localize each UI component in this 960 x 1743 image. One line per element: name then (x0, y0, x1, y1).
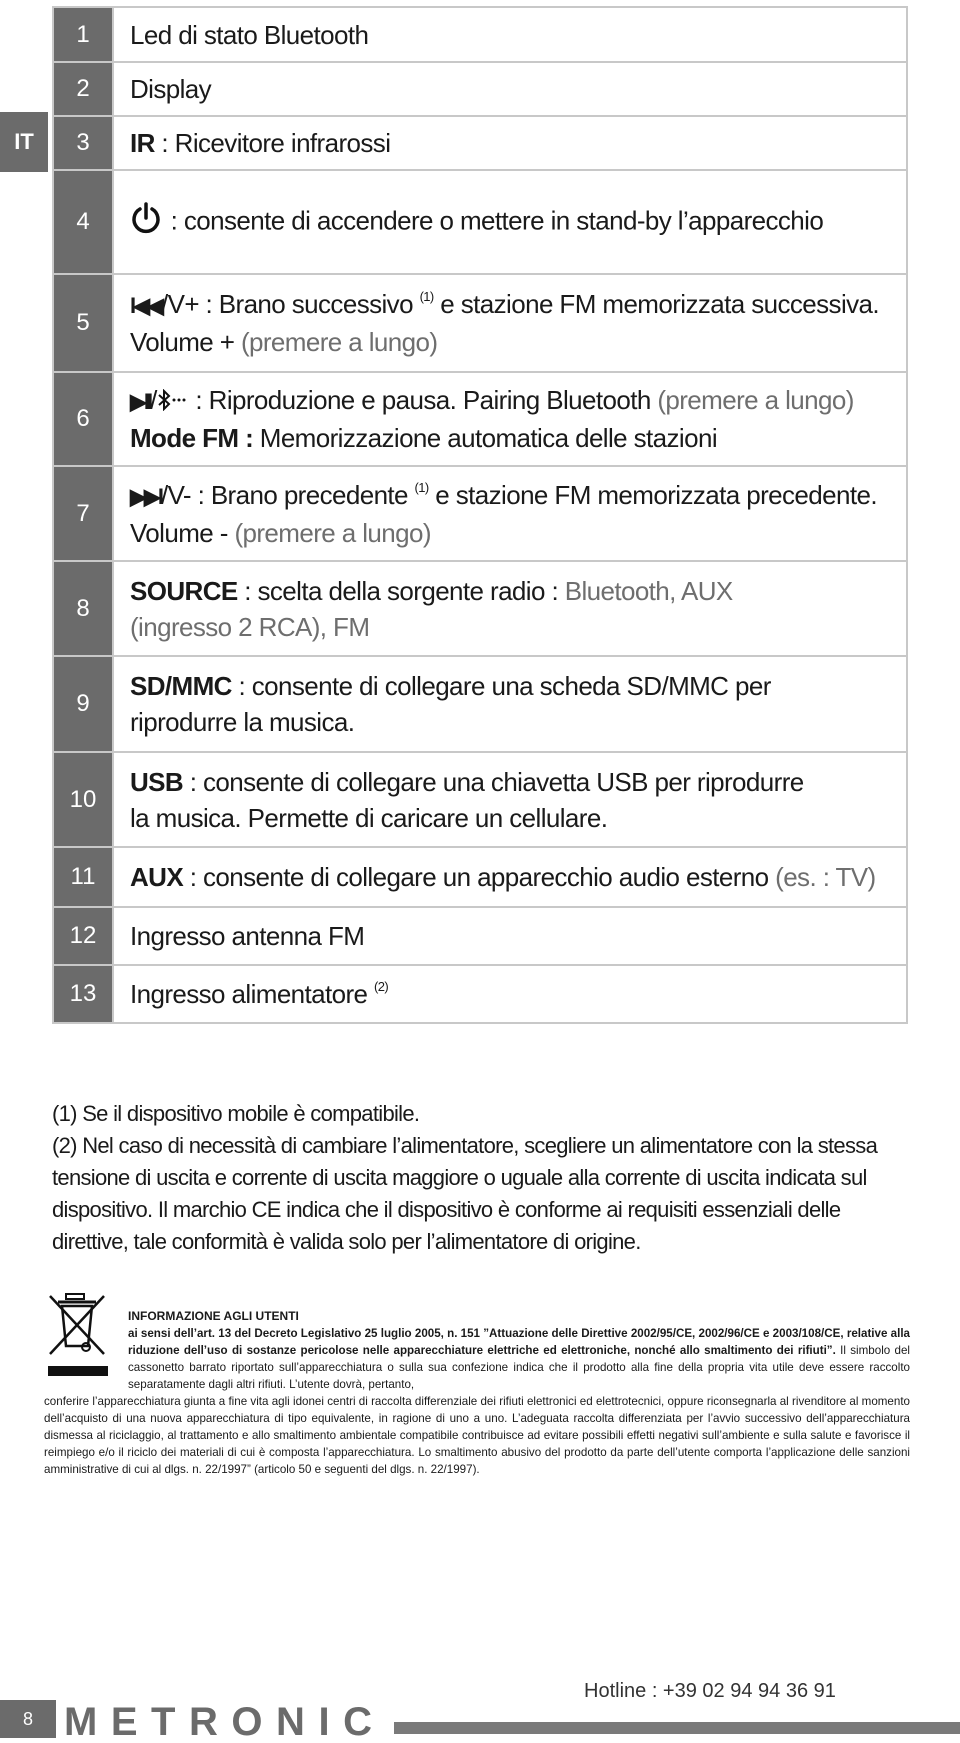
table-row (53, 561, 907, 656)
row-number: 12 (53, 907, 113, 965)
table-row (53, 965, 907, 1023)
row-description: Ingresso alimentatore $^{(2)}$ (113, 965, 907, 1023)
previous-icon: I◀◀ (130, 293, 161, 318)
row-description: Display (113, 62, 907, 116)
row-description: AUX : consente di collegare un apparecchio audio esterno (es. : TV) (113, 847, 907, 907)
table-row (53, 907, 907, 965)
row-number: 1 (53, 7, 113, 62)
row-description: IR : Ricevitore infrarossi (113, 116, 907, 170)
bluetooth-icon (157, 384, 187, 420)
brand-logo (64, 1700, 380, 1738)
row-description: I◀◀/V+ : Brano successivo $^{(1)}$ e stazione FM memorizzata successiva. Volume + (premere a lungo) (113, 274, 907, 372)
footnote-2: (2) Nel caso di necessità di cambiare l’alimentatore, scegliere un alimentatore con la stessa tensione di uscita e corrente di uscita maggiore o uguale alla corrente di uscita indicata sul dispositivo. Il marchio CE indica che il dispositivo è conforme ai requisiti essenziali delle direttive, tale conformità è valida solo per l’alimentatore di origine. (52, 1133, 878, 1254)
row-number: 2 (53, 62, 113, 116)
row-number: 6 (53, 372, 113, 466)
row-description: Ingresso antenna FM (113, 907, 907, 965)
row-description: ▶▶I/V- : Brano precedente $^{(1)}$ e stazione FM memorizzata precedente. Volume - (premere a lungo) (113, 466, 907, 561)
footnotes (52, 1098, 908, 1258)
table-row (53, 170, 907, 274)
row-description: USB : consente di collegare una chiavetta USB per riprodurre la musica. Permette di caricare un cellulare. (113, 752, 907, 847)
row-number: 11 (53, 847, 113, 907)
table-row (53, 656, 907, 752)
table-row (53, 116, 907, 170)
table-row (53, 274, 907, 372)
table-row (53, 847, 907, 907)
next-icon: ▶▶I (130, 483, 161, 509)
row-number: 10 (53, 752, 113, 847)
info-title: INFORMAZIONE AGLI UTENTI (128, 1309, 299, 1323)
brand-name: METRONIC (64, 1700, 374, 1738)
row-description: SD/MMC : consente di collegare una scheda SD/MMC per riprodurre la musica. (113, 656, 907, 752)
power-icon (130, 201, 162, 244)
row-description: : consente di accendere o mettere in stand-by l’apparecchio (113, 170, 907, 274)
row-number: 4 (53, 170, 113, 274)
row-description: SOURCE : scelta della sorgente radio : Bluetooth, AUX (ingresso 2 RCA), FM (113, 561, 907, 656)
table-row (53, 62, 907, 116)
row-number: 7 (53, 466, 113, 561)
row-number: 5 (53, 274, 113, 372)
row-number: 9 (53, 656, 113, 752)
row-number: 3 (53, 116, 113, 170)
user-information (44, 1308, 910, 1478)
info-text-indented: ai sensi dell’art. 13 del Decreto Legislativo 25 luglio 2005, n. 151 ”Attuazione delle Direttive 2002/95/CE, 2002/96/CE e 2003/108/CE, relative alla riduzione dell’uso di sostanze pericolose nelle apparecchiature elettriche ed elettroniche, nonché allo smaltimento dei rifiuti”. Il simbolo del cassonetto barrato riportato sull’apparecchiatura o sulla sua confezione indica che il prodotto alla fine della propria vita utile deve essere raccolto separatamente dagli altri rifiuti. L’utente dovrà, pertanto, (128, 1327, 910, 1391)
language-tab: IT (0, 112, 48, 172)
footer-bar (394, 1722, 960, 1734)
row-number: 13 (53, 965, 113, 1023)
footnote-1: (1) Se il dispositivo mobile è compatibile. (52, 1101, 420, 1126)
hotline-number: Hotline : +39 02 94 94 36 91 (584, 1680, 836, 1702)
row-number: 8 (53, 561, 113, 656)
row-description: ▶II/ : Riproduzione e pausa. Pairing Bluetooth (premere a lungo) Mode FM : Memorizzazione automatica delle stazioni (113, 372, 907, 466)
table-row (53, 466, 907, 561)
table-row (53, 7, 907, 62)
play-pause-icon: ▶II (130, 388, 151, 414)
info-text: conferire l’apparecchiatura giunta a fine vita agli idonei centri di raccolta differenziale dei rifiuti elettronici ed elettrotecnici, oppure riconsegnarla al rivenditore al momento dell’acquisto di una nuova apparecchiatura di tipo equivalente, in ragione di uno a uno. L’adeguata raccolta differenziata per l’avvio successivo dell’apparecchiatura dismessa al riciclaggio, al trattamento e allo smaltimento ambientale compatibile contribuisce ad evitare possibili effetti negativi sull’ambiente e sulla salute e favorisce il reimpiego e/o il riciclo dei materiali di cui è composta l’apparecchiatura. Lo smaltimento abusivo del prodotto da parte dell’utente comporta l’applicazione delle sanzioni amministrative di cui al dlgs. n. 22/1997” (articolo 50 e seguenti del dlgs. n. 22/1997). (44, 1395, 910, 1476)
table-row (53, 752, 907, 847)
table-row (53, 372, 907, 466)
controls-table (52, 6, 908, 1024)
row-description: Led di stato Bluetooth (113, 7, 907, 62)
page-number: 8 (0, 1700, 56, 1738)
